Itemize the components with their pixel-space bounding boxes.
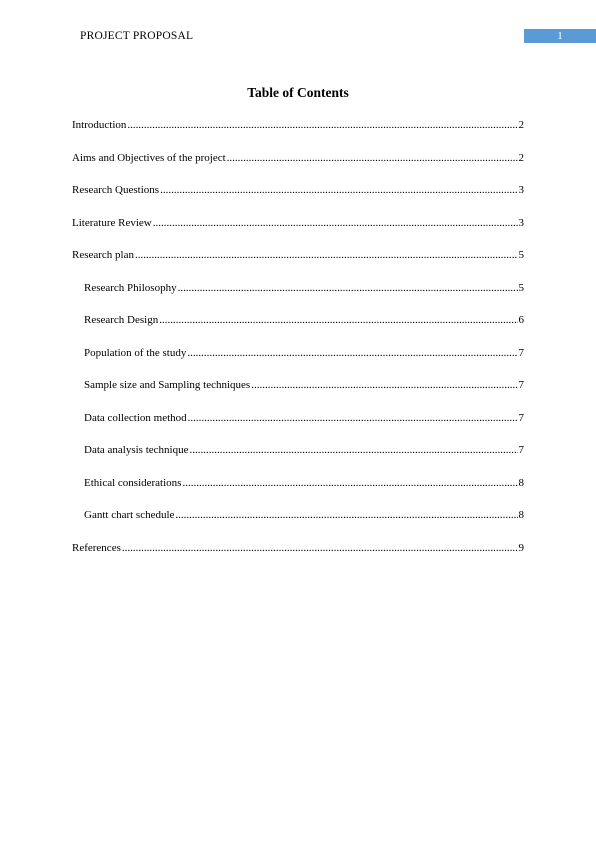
toc-entry-page: 7 <box>518 444 524 456</box>
toc-entry-aims-objectives[interactable] <box>72 145 524 178</box>
dot-leader <box>160 180 517 200</box>
toc-entry-label: Literature Review <box>72 216 152 229</box>
toc-entry-page: 3 <box>518 216 524 229</box>
toc-entry-page: 5 <box>518 281 524 294</box>
toc-entry-label: Research Design <box>84 314 159 326</box>
toc-entry-data-collection[interactable] <box>72 405 524 438</box>
toc-entry-page: 6 <box>518 314 524 326</box>
toc-entry-references[interactable] <box>72 535 524 568</box>
toc-entry-research-design[interactable] <box>72 307 524 340</box>
dot-leader <box>189 440 517 460</box>
dot-leader <box>188 408 518 428</box>
toc-entry-page: 5 <box>518 249 524 261</box>
dot-leader <box>135 245 518 265</box>
toc-list <box>72 112 524 567</box>
toc-entry-sample-size[interactable] <box>72 372 524 405</box>
running-header-title: PROJECT PROPOSAL <box>80 30 194 42</box>
toc-entry-data-analysis[interactable] <box>72 437 524 470</box>
toc-entry-label: Population of the study <box>84 346 187 359</box>
toc-entry-page: 8 <box>518 476 524 489</box>
toc-entry-label: Gantt chart schedule <box>84 509 175 521</box>
toc-entry-page: 7 <box>518 411 524 424</box>
dot-leader <box>153 213 518 233</box>
page-number-badge: 1 <box>524 29 596 43</box>
dot-leader <box>175 505 517 525</box>
toc-entry-label: Data collection method <box>84 411 187 424</box>
toc-entry-gantt-chart[interactable] <box>72 502 524 535</box>
toc-entry-ethical-considerations[interactable] <box>72 470 524 503</box>
toc-entry-page: 2 <box>518 151 524 164</box>
toc-entry-page: 8 <box>518 509 524 521</box>
dot-leader <box>227 148 518 168</box>
toc-entry-research-questions[interactable] <box>72 177 524 210</box>
toc-entry-page: 7 <box>518 379 524 391</box>
toc-entry-page: 9 <box>518 541 524 554</box>
toc-entry-page: 7 <box>518 346 524 359</box>
dot-leader <box>251 375 517 395</box>
toc-entry-page: 3 <box>518 184 524 196</box>
toc-entry-research-philosophy[interactable] <box>72 275 524 308</box>
toc-entry-population[interactable] <box>72 340 524 373</box>
dot-leader <box>122 538 518 558</box>
toc-entry-research-plan[interactable] <box>72 242 524 275</box>
dot-leader <box>127 115 517 135</box>
toc-entry-introduction[interactable] <box>72 112 524 145</box>
dot-leader <box>159 310 517 330</box>
toc-entry-label: Research Philosophy <box>84 281 177 294</box>
toc-heading: Table of Contents <box>247 85 349 100</box>
toc-entry-literature-review[interactable] <box>72 210 524 243</box>
dot-leader <box>178 278 518 298</box>
toc-entry-label: Research Questions <box>72 184 160 196</box>
toc-entry-label: Ethical considerations <box>84 476 182 489</box>
toc-entry-label: Research plan <box>72 249 134 261</box>
toc-entry-page: 2 <box>518 119 524 131</box>
dot-leader <box>182 473 517 493</box>
toc-entry-label: Aims and Objectives of the project <box>72 151 226 164</box>
toc-entry-label: Sample size and Sampling techniques <box>84 379 251 391</box>
toc-entry-label: Data analysis technique <box>84 444 189 456</box>
toc-entry-label: Introduction <box>72 119 127 131</box>
dot-leader <box>187 343 517 363</box>
toc-entry-label: References <box>72 541 121 554</box>
